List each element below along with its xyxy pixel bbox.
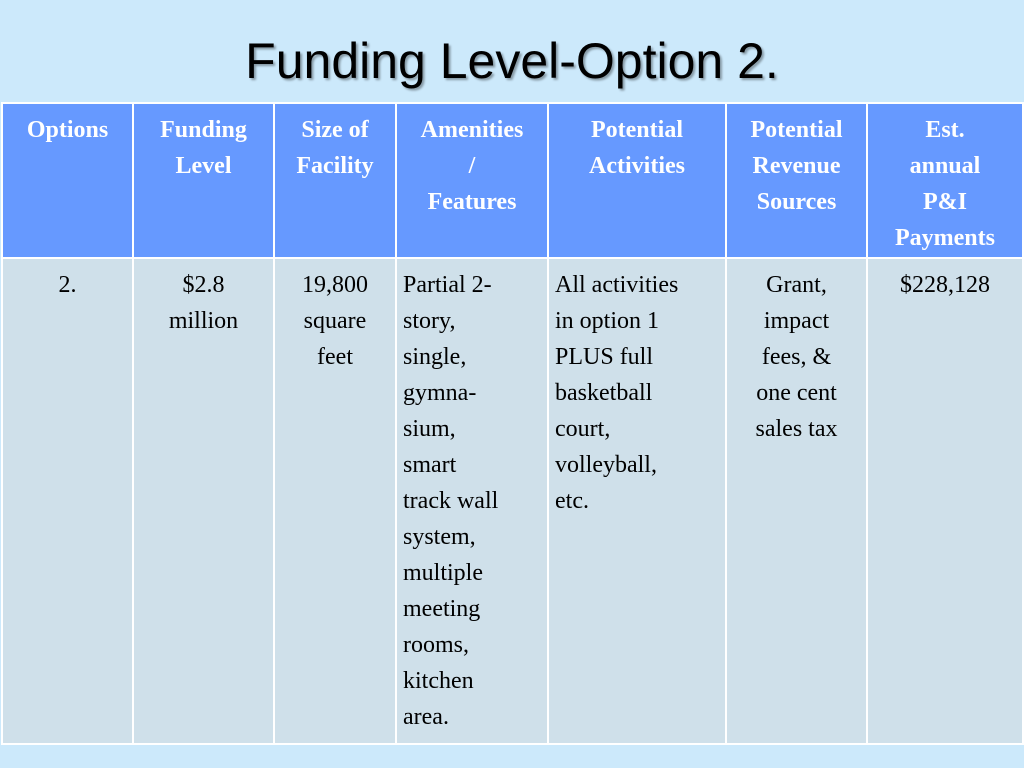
- funding-table: [1, 102, 1024, 745]
- header-potential-revenue-sources: Potential Revenue Sources: [726, 103, 867, 258]
- cell-activities: All activities in option 1 PLUS full basketball court, volleyball, etc.: [548, 258, 726, 744]
- slide-title: Funding Level-Option 2.: [245, 33, 779, 89]
- cell-amenities: Partial 2- story, single, gymna- sium, smart track wall system, multiple meeting rooms, kitchen area.: [396, 258, 548, 744]
- cell-size: 19,800 square feet: [274, 258, 396, 744]
- header-est-annual-payments: Est. annual P&I Payments: [867, 103, 1023, 258]
- table-header-row: [2, 103, 1023, 258]
- table-row: [2, 258, 1023, 744]
- cell-option: 2.: [2, 258, 133, 744]
- header-size-of-facility: Size of Facility: [274, 103, 396, 258]
- cell-revenue: Grant, impact fees, & one cent sales tax: [726, 258, 867, 744]
- header-options: Options: [2, 103, 133, 258]
- header-amenities-features: Amenities / Features: [396, 103, 548, 258]
- header-funding-level: Funding Level: [133, 103, 274, 258]
- header-potential-activities: Potential Activities: [548, 103, 726, 258]
- cell-funding-level: $2.8 million: [133, 258, 274, 744]
- cell-payments: $228,128: [867, 258, 1023, 744]
